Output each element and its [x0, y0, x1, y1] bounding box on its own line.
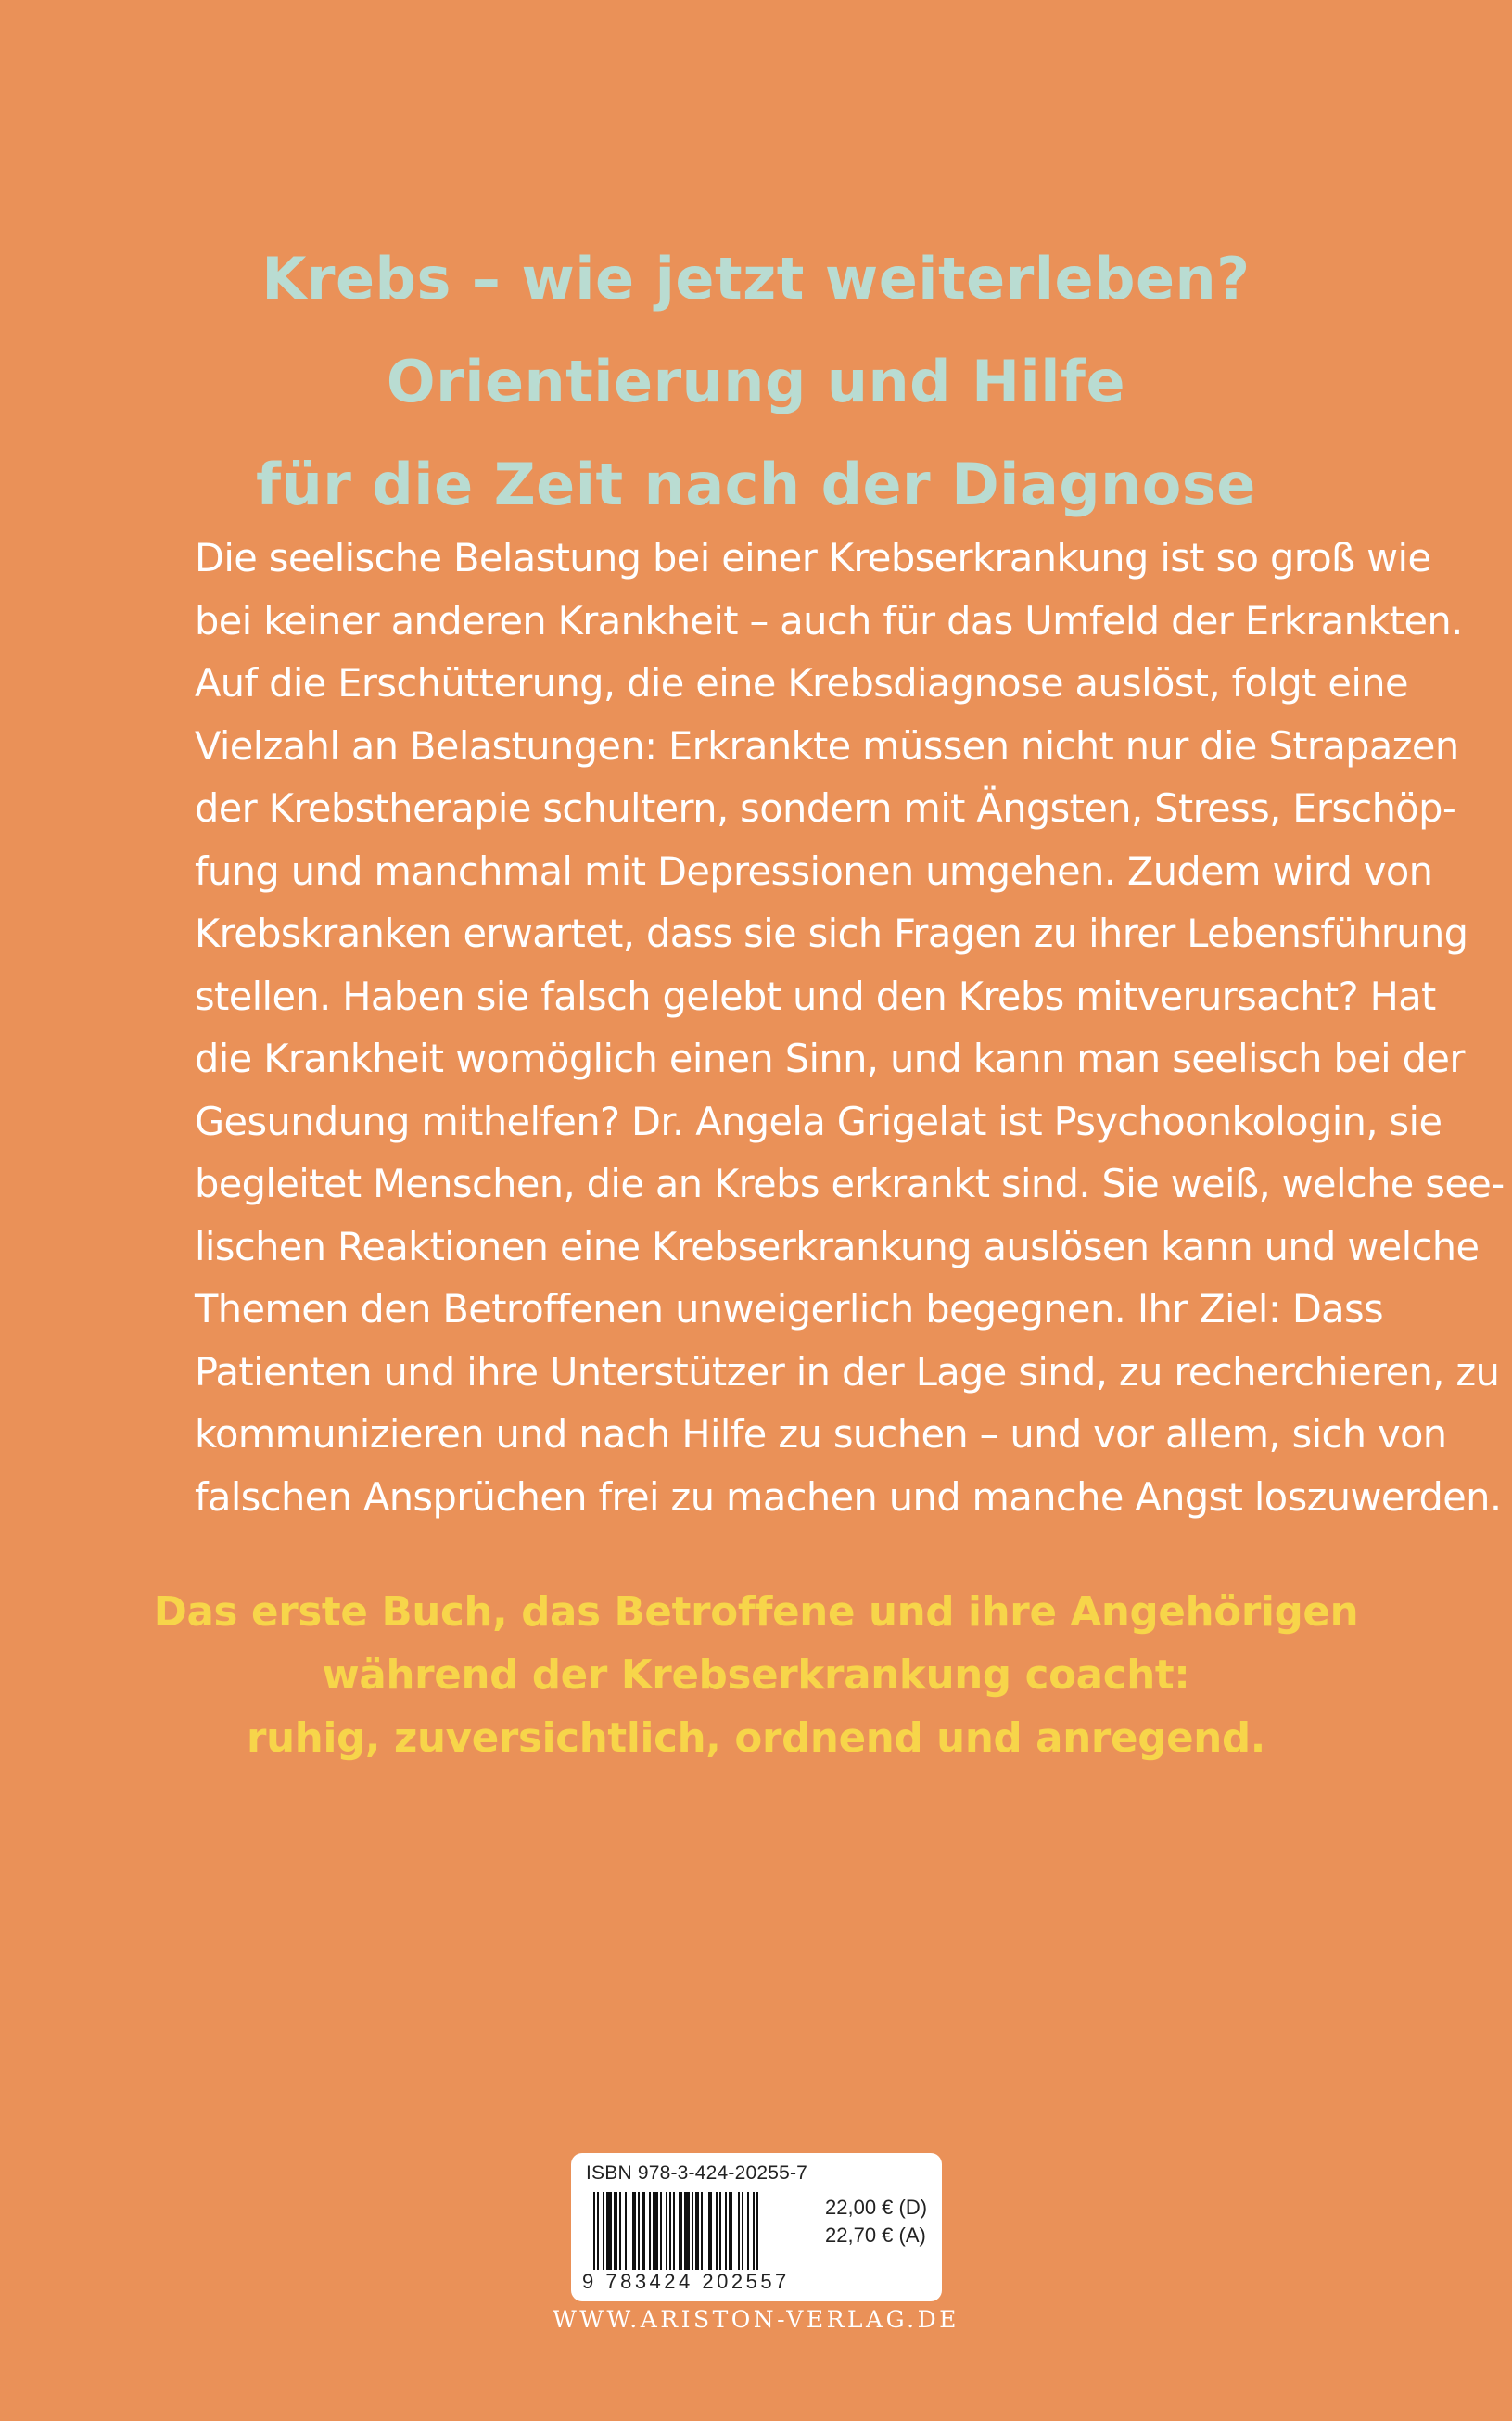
blurb-line: Vielzahl an Belastungen: Erkrankte müssen nicht nur die Strapazen: [195, 722, 1459, 769]
tagline: [0, 1581, 1512, 1770]
blurb-line: Patienten und ihre Unterstützer in der Lage sind, zu recherchieren, zu: [195, 1348, 1500, 1395]
blurb-line: Gesundung mithelfen? Dr. Angela Grigelat ist Psychoonkologin, sie: [195, 1098, 1442, 1144]
blurb-line: Die seelische Belastung bei einer Krebserkrankung ist so groß wie: [195, 535, 1431, 580]
tagline-line: während der Krebserkrankung coacht:: [322, 1652, 1190, 1699]
blurb-line: lischen Reaktionen eine Krebserkrankung auslösen kann und welche: [195, 1223, 1480, 1269]
publisher-website: WWW.ARISTON-VERLAG.DE: [553, 2306, 959, 2333]
headline-line: Orientierung und Hilfe: [386, 348, 1126, 415]
blurb-line: die Krankheit womöglich einen Sinn, und kann man seelisch bei der: [195, 1036, 1465, 1081]
blurb-line: begleitet Menschen, die an Krebs erkrankt sind. Sie weiß, welche see-: [195, 1161, 1505, 1206]
blurb-line: kommunizieren und nach Hilfe zu suchen – und vor allem, sich von: [195, 1411, 1447, 1457]
tagline-line: ruhig, zuversichtlich, ordnend und anregend.: [246, 1715, 1266, 1762]
price-austria: 22,70 € (A): [825, 2223, 926, 2247]
barcode-digits: 9 783424 202557: [582, 2270, 790, 2293]
barcode-panel: [571, 2153, 942, 2301]
blurb-line: stellen. Haben sie falsch gelebt und den Krebs mitverursacht? Hat: [195, 973, 1436, 1019]
isbn-label: ISBN 978-3-424-20255-7: [586, 2162, 808, 2184]
headline-line: für die Zeit nach der Diagnose: [256, 451, 1256, 518]
blurb-line: bei keiner anderen Krankheit – auch für das Umfeld der Erkrankten.: [195, 597, 1463, 643]
price-germany: 22,00 € (D): [825, 2196, 928, 2219]
blurb-line: Auf die Erschütterung, die eine Krebsdiagnose auslöst, folgt eine: [195, 660, 1408, 706]
tagline-line: Das erste Buch, das Betroffene und ihre Angehörigen: [153, 1589, 1359, 1636]
headline-line: Krebs – wie jetzt weiterleben?: [261, 245, 1251, 312]
blurb-line: der Krebstherapie schultern, sondern mit Ängsten, Stress, Erschöp-: [195, 785, 1456, 831]
headline: [0, 227, 1512, 536]
blurb-line: Themen den Betroffenen unweigerlich begegnen. Ihr Ziel: Dass: [195, 1286, 1384, 1332]
barcode-graphic: [591, 2192, 817, 2270]
blurb-line: fung und manchmal mit Depressionen umgehen. Zudem wird von: [195, 847, 1433, 894]
blurb-line: Krebskranken erwartet, dass sie sich Fragen zu ihrer Lebensführung: [195, 911, 1468, 956]
blurb-text: [195, 527, 1505, 1528]
blurb-line: falschen Ansprüchen frei zu machen und manche Angst loszuwerden.: [195, 1473, 1502, 1520]
